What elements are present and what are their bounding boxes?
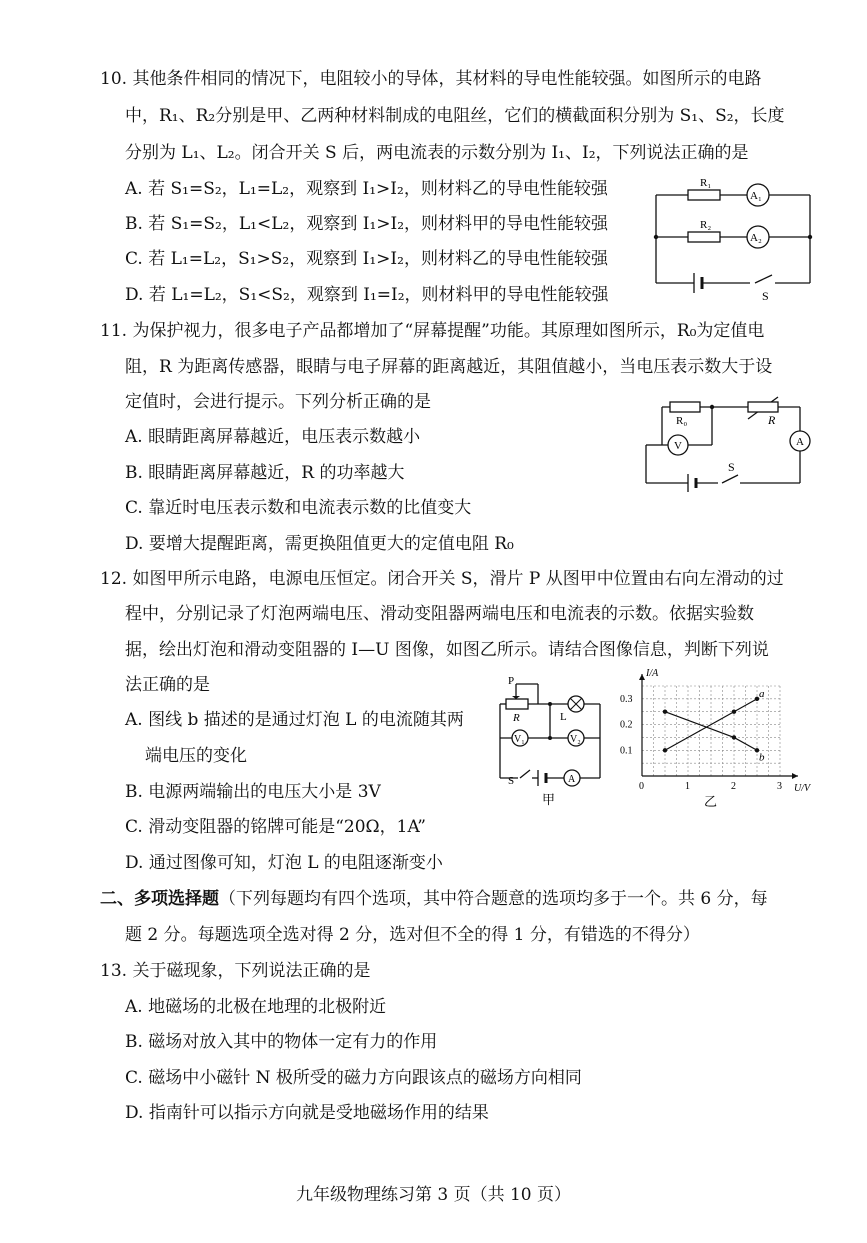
q12-r-label: R	[513, 712, 520, 724]
q10-option-c: C. 若 L₁=L₂，S₁>S₂，观察到 I₁>I₂，则材料乙的导电性能较强	[125, 249, 608, 269]
x-axis-label: U/V	[794, 783, 811, 794]
q12-stem-line-1: 12. 如图甲所示电路，电源电压恒定。闭合开关 S，滑片 P 从图甲中位置由右向左滑动的过	[100, 569, 784, 589]
q12-option-c: C. 滑动变阻器的铭牌可能是“20Ω，1A”	[125, 817, 426, 837]
section2-title: 二、多项选择题	[100, 889, 219, 909]
q10-option-a: A. 若 S₁=S₂，L₁=L₂，观察到 I₁>I₂，则材料乙的导电性能较强	[125, 179, 608, 199]
q12-option-d: D. 通过图像可知，灯泡 L 的电阻逐渐变小	[125, 853, 443, 873]
section2-line-1	[100, 888, 768, 910]
q10-stem-line-2: 中，R₁、R₂分别是甲、乙两种材料制成的电阻丝，它们的横截面积分别为 S₁、S₂，长度	[125, 106, 785, 126]
q10-stem-line-1: 10. 其他条件相同的情况下，电阻较小的导体，其材料的导电性能较强。如图所示的电路	[100, 69, 762, 89]
y-tick-label: 0.1	[620, 745, 633, 757]
q12-caption-jia: 甲	[542, 792, 556, 807]
q11-option-b: B. 眼睛距离屏幕越近，R 的功率越大	[125, 463, 405, 483]
q11-circuit-diagram	[640, 395, 825, 500]
y-tick-label: 0.3	[620, 693, 633, 705]
section2-line-2: 题 2 分。每题选项全选对得 2 分，选对但不全的得 1 分，有错选的不得分）	[125, 925, 700, 945]
q11-stem-line-1: 11. 为保护视力，很多电子产品都增加了“屏幕提醒”功能。其原理如图所示，R₀为定值电	[100, 321, 765, 341]
y-axis-arrow	[639, 674, 645, 680]
q11-option-d: D. 要增大提醒距离，需更换阻值更大的定值电阻 R₀	[125, 534, 514, 554]
q11-option-a: A. 眼睛距离屏幕越近，电压表示数越小	[125, 427, 421, 447]
q12-option-a-cont: 端电压的变化	[145, 746, 247, 766]
q12-iu-chart-yi	[620, 668, 820, 810]
q10-r1-label: R₁	[700, 177, 712, 189]
q12-v2-label: V₂	[570, 734, 581, 745]
q10-switch-label: S	[762, 289, 769, 303]
q12-s-label: S	[508, 775, 515, 787]
q12-caption-yi: 乙	[704, 794, 718, 809]
q10-stem-line-3: 分别为 L₁、L₂。闭合开关 S 后，两电流表的示数分别为 I₁、I₂，下列说法正确的是	[125, 143, 749, 163]
q12-stem-line-2: 程中，分别记录了灯泡两端电压、滑动变阻器两端电压和电流表的示数。依据实验数	[125, 604, 754, 624]
q10-r2-label: R₂	[700, 219, 712, 231]
x-axis-arrow	[792, 773, 798, 779]
q11-option-c: C. 靠近时电压表示数和电流表示数的比值变大	[125, 498, 472, 518]
q12-circuit-jia	[492, 675, 617, 808]
q12-option-a: A. 图线 b 描述的是通过灯泡 L 的电流随其两	[125, 710, 464, 730]
q13-option-c: C. 磁场中小磁针 N 极所受的磁力方向跟该点的磁场方向相同	[125, 1068, 582, 1088]
q11-stem-line-3: 定值时，会进行提示。下列分析正确的是	[125, 392, 431, 412]
q10-a1-label: A₁	[750, 190, 762, 202]
q11-stem-line-2: 阻，R 为距离传感器，眼睛与电子屏幕的距离越近，其阻值越小，当电压表示数大于设	[125, 357, 773, 377]
q13-option-a: A. 地磁场的北极在地理的北极附近	[125, 997, 387, 1017]
q11-r0-label: R₀	[676, 415, 688, 427]
page-footer: 九年级物理练习第 3 页（共 10 页）	[295, 1185, 572, 1205]
x-tick-label: 0	[639, 781, 644, 792]
q12-a-label: A	[568, 774, 576, 785]
q11-switch-label: S	[728, 460, 735, 474]
data-point-a	[663, 748, 667, 752]
q10-a2-label: A₂	[750, 232, 762, 244]
q13-option-d: D. 指南针可以指示方向就是受地磁场作用的结果	[125, 1103, 489, 1123]
q11-r-label: R	[768, 413, 776, 427]
q11-a-label: A	[796, 436, 804, 448]
x-tick-label: 2	[731, 781, 736, 792]
q12-stem-line-4: 法正确的是	[125, 675, 210, 695]
q12-v1-label: V₁	[514, 734, 525, 745]
q13-option-b: B. 磁场对放入其中的物体一定有力的作用	[125, 1032, 438, 1052]
series-label-a: a	[759, 687, 765, 700]
q13-stem: 13. 关于磁现象，下列说法正确的是	[100, 961, 371, 981]
section2-instructions: （下列每题均有四个选项，其中符合题意的选项均多于一个。共 6 分，每	[219, 889, 768, 909]
x-tick-label: 3	[777, 781, 782, 792]
q10-option-d: D. 若 L₁=L₂，S₁<S₂，观察到 I₁=I₂，则材料甲的导电性能较强	[125, 285, 609, 305]
data-point-b	[732, 735, 736, 739]
q11-v-label: V	[674, 440, 682, 452]
q12-l-label: L	[560, 711, 567, 723]
q12-option-b: B. 电源两端输出的电压大小是 3V	[125, 782, 381, 802]
data-point-b	[663, 710, 667, 714]
series-label-b: b	[759, 751, 765, 764]
q12-stem-line-3: 据，绘出灯泡和滑动变阻器的 I—U 图像，如图乙所示。请结合图像信息，判断下列说	[125, 640, 769, 660]
y-tick-label: 0.2	[620, 719, 633, 731]
y-axis-label: I/A	[646, 668, 659, 679]
data-point-a	[732, 710, 736, 714]
q10-circuit-diagram	[650, 175, 820, 305]
q12-p-label: P	[508, 675, 515, 687]
q10-option-b: B. 若 S₁=S₂，L₁<L₂，观察到 I₁>I₂，则材料甲的导电性能较强	[125, 214, 609, 234]
x-tick-label: 1	[685, 781, 690, 792]
